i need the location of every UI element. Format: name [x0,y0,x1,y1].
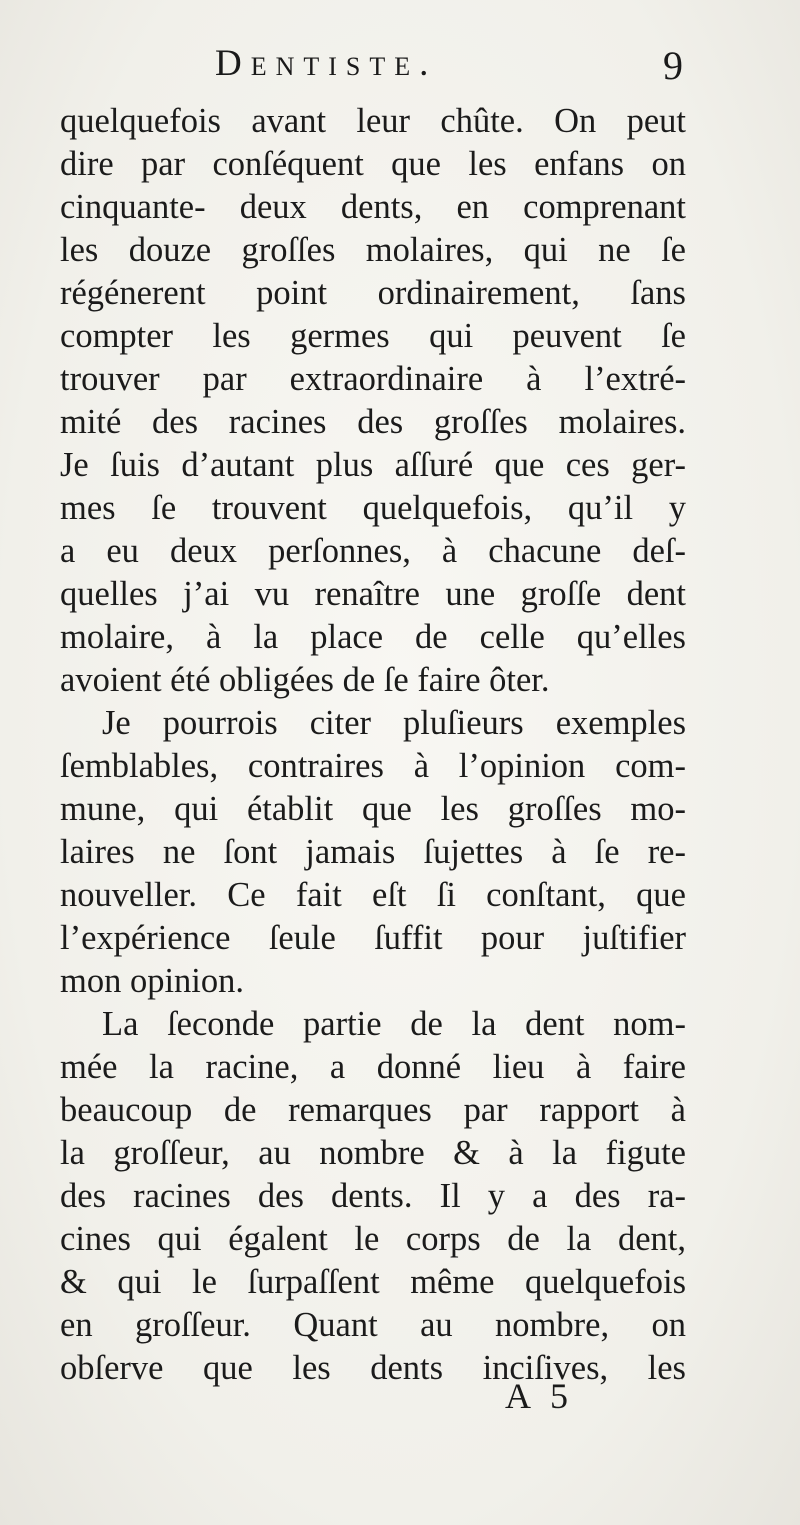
text-line: beaucoup de remarques par rapport à [60,1091,686,1129]
page-footer [0,1375,800,1425]
paragraph-end-line: mon opinion. [60,962,245,1000]
text-line: les douze groſſes molaires, qui ne ſe [60,231,686,269]
text-line: en groſſeur. Quant au nombre, on [60,1306,686,1344]
text-line: la groſſeur, au nombre & à la figute [60,1134,686,1172]
paragraph-start-line: La ſeconde partie de la dent nom- [102,1005,686,1043]
body-text [60,100,686,1390]
page-header [0,40,800,100]
page-number: 9 [663,43,683,88]
text-line: mune, qui établit que les groſſes mo- [60,790,686,828]
paragraph-start-line: Je pourrois citer pluſieurs exemples [102,704,686,742]
text-line: trouver par extraordinaire à l’extré- [60,360,686,398]
text-line: quelles j’ai vu renaître une groſſe dent [60,575,686,613]
text-line: molaire, à la place de celle qu’elles [60,618,686,656]
text-line: a eu deux perſonnes, à chacune deſ- [60,532,686,570]
text-line: quelquefois avant leur chûte. On peut [60,102,686,140]
text-line: obſerve que les dents inciſives, les [60,1349,686,1387]
text-line: & qui le ſurpaſſent même quelquefois [60,1263,686,1301]
text-line: mée la racine, a donné lieu à faire [60,1048,686,1086]
text-line: des racines des dents. Il y a des ra- [60,1177,686,1215]
text-line: laires ne ſont jamais ſujettes à ſe re- [60,833,686,871]
text-line: cinquante- deux dents, en comprenant [60,188,686,226]
paragraph-end-line: avoient été obligées de ſe faire ôter. [60,661,550,699]
text-line: nouveller. Ce fait eſt ſi conſtant, que [60,876,686,914]
running-title: Dentiste. [215,43,438,84]
text-line: régénerent point ordinairement, ſans [60,274,686,312]
signature-mark: A 5 [505,1376,575,1416]
text-line: mité des racines des groſſes molaires. [60,403,686,441]
text-line: Je ſuis d’autant plus aſſuré que ces ger- [60,446,686,484]
text-line: ſemblables, contraires à l’opinion com- [60,747,686,785]
text-line: mes ſe trouvent quelquefois, qu’il y [60,489,686,527]
text-line: dire par conſéquent que les enfans on [60,145,686,183]
text-line: compter les germes qui peuvent ſe [60,317,686,355]
text-line: cines qui égalent le corps de la dent, [60,1220,686,1258]
text-line: l’expérience ſeule ſuffit pour juſtifier [60,919,686,957]
